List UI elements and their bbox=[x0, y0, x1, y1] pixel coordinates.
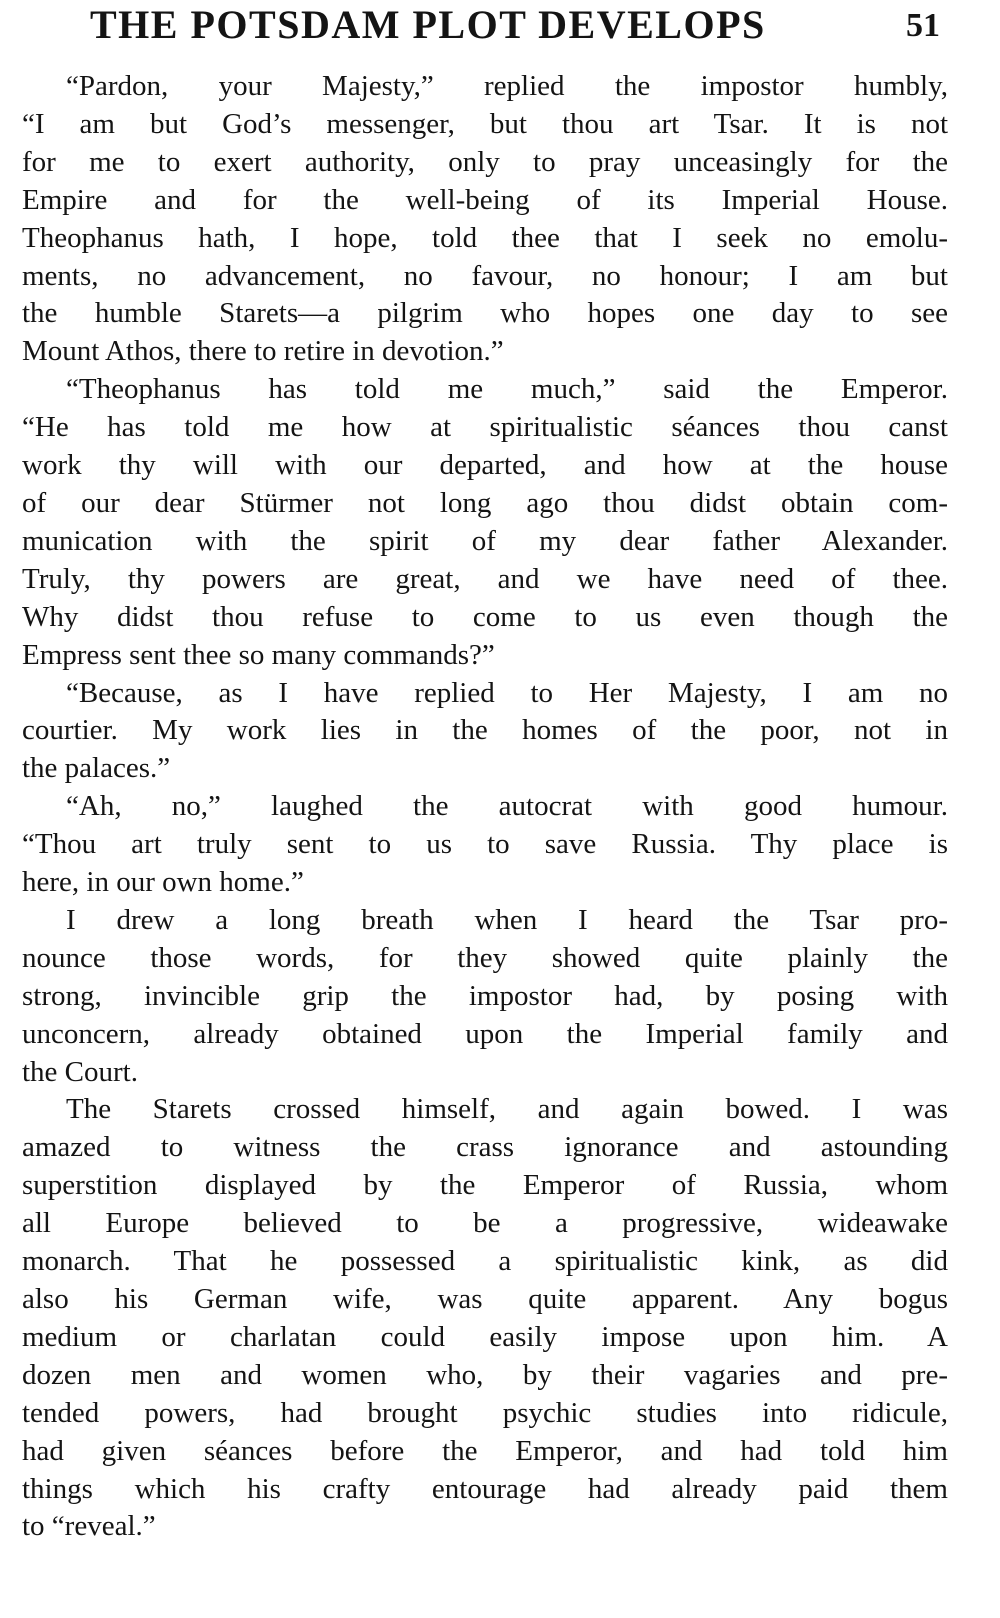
text-line: munication with the spirit of my dear father Alexander. bbox=[22, 524, 948, 557]
text-line: all Europe believed to be a progressive, wideawake bbox=[22, 1207, 948, 1240]
text-line: Mount Athos, there to retire in devotion.” bbox=[22, 335, 504, 368]
running-title: THE POTSDAM PLOT DEVELOPS bbox=[90, 2, 766, 47]
text-line: things which his crafty entourage had already paid them bbox=[22, 1472, 948, 1505]
text-line: superstition displayed by the Emperor of Russia, whom bbox=[22, 1169, 948, 1202]
text-line: unconcern, already obtained upon the Imperial family and bbox=[22, 1017, 948, 1050]
text-line: the humble Starets—a pilgrim who hopes one day to see bbox=[22, 297, 948, 330]
paragraph-2 bbox=[22, 371, 948, 674]
text-line: “Because, as I have replied to Her Majesty, I am no bbox=[66, 676, 948, 709]
page-number: 51 bbox=[906, 7, 940, 44]
text-line: had given séances before the Emperor, and had told him bbox=[22, 1434, 948, 1467]
text-line: strong, invincible grip the impostor had, by posing with bbox=[22, 979, 948, 1012]
text-line: tended powers, had brought psychic studies into ridicule, bbox=[22, 1396, 948, 1429]
paragraph-3 bbox=[22, 675, 948, 789]
text-line: nounce those words, for they showed quite plainly the bbox=[22, 941, 948, 974]
text-line: the Court. bbox=[22, 1055, 138, 1088]
text-line: for me to exert authority, only to pray unceasingly for the bbox=[22, 145, 948, 178]
text-line: courtier. My work lies in the homes of the poor, not in bbox=[22, 714, 948, 747]
text-line: also his German wife, was quite apparent. Any bogus bbox=[22, 1283, 948, 1315]
text-line: Empress sent thee so many commands?” bbox=[22, 638, 495, 671]
paragraph-4 bbox=[22, 788, 948, 902]
text-line: amazed to witness the crass ignorance and astounding bbox=[22, 1131, 948, 1164]
text-line: “Theophanus has told me much,” said the Emperor. bbox=[66, 373, 948, 406]
text-line: ments, no advancement, no favour, no honour; I am but bbox=[22, 259, 948, 292]
text-line: monarch. That he possessed a spiritualistic kink, as did bbox=[22, 1245, 948, 1278]
text-line: “Pardon, your Majesty,” replied the impostor humbly, bbox=[66, 70, 948, 102]
paragraph-6 bbox=[22, 1091, 948, 1546]
paragraph-1 bbox=[22, 68, 948, 371]
text-line: Truly, thy powers are great, and we have need of thee. bbox=[22, 562, 948, 595]
text-line: the palaces.” bbox=[22, 752, 171, 785]
text-line: “He has told me how at spiritualistic séances thou canst bbox=[22, 411, 948, 444]
text-line: “I am but God’s messenger, but thou art Tsar. It is not bbox=[22, 107, 948, 140]
text-line: Empire and for the well-being of its Imperial House. bbox=[22, 183, 948, 216]
text-line: “Ah, no,” laughed the autocrat with good humour. bbox=[66, 790, 948, 823]
text-line: work thy will with our departed, and how at the house bbox=[22, 449, 948, 482]
paragraph-5 bbox=[22, 902, 948, 1092]
text-line: dozen men and women who, by their vagaries and pre- bbox=[22, 1358, 948, 1391]
text-line: Why didst thou refuse to come to us even though the bbox=[22, 600, 948, 633]
text-line: to “reveal.” bbox=[22, 1510, 156, 1543]
body-text bbox=[22, 68, 948, 1546]
running-head bbox=[0, 2, 1000, 48]
text-line: “Thou art truly sent to us to save Russia. Thy place is bbox=[22, 828, 948, 861]
text-line: Theophanus hath, I hope, told thee that I seek no emolu- bbox=[22, 221, 948, 254]
text-line: here, in our own home.” bbox=[22, 866, 304, 899]
text-line: I drew a long breath when I heard the Tsar pro- bbox=[66, 903, 948, 936]
text-line: of our dear Stürmer not long ago thou didst obtain com- bbox=[22, 486, 948, 519]
text-line: medium or charlatan could easily impose upon him. A bbox=[22, 1320, 948, 1353]
text-line: The Starets crossed himself, and again bowed. I was bbox=[66, 1093, 948, 1126]
